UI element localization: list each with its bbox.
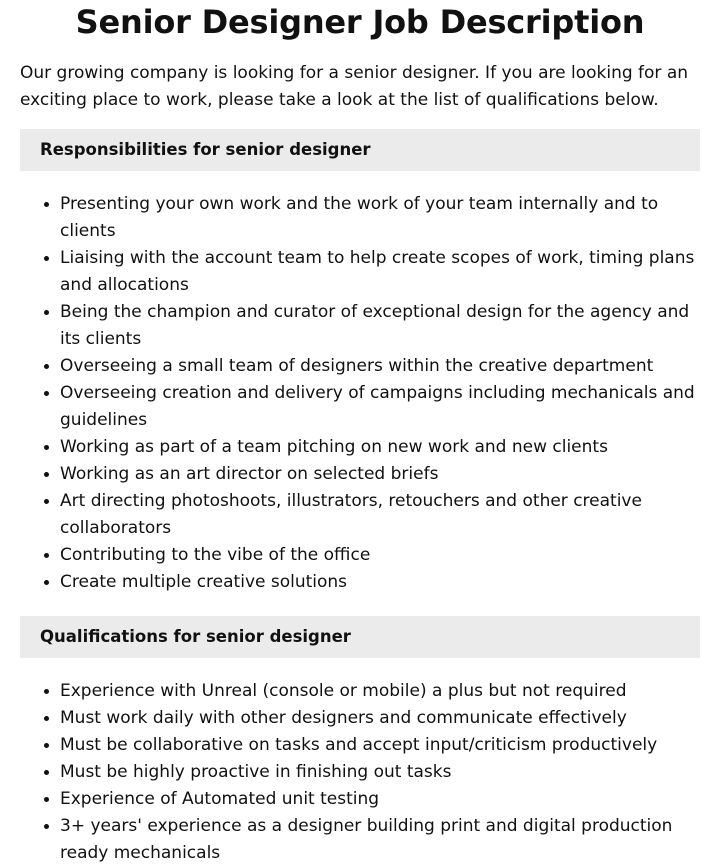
list-item: • Must be highly proactive in finishing out tasks xyxy=(60,759,700,786)
list-item: • Must be collaborative on tasks and accept input/criticism productively xyxy=(60,732,700,759)
list-item: • Must work daily with other designers and communicate effectively xyxy=(60,705,700,732)
list-item: • Working as part of a team pitching on new work and new clients xyxy=(60,434,700,461)
list-item: • Experience of Automated unit testing xyxy=(60,786,700,813)
list-item: • Presenting your own work and the work of your team internally and to clients xyxy=(60,191,700,245)
list-item: • Contributing to the vibe of the office xyxy=(60,542,700,569)
intro-paragraph: Our growing company is looking for a senior designer. If you are looking for an exciting place to work, please take a look at the list of qualifications below. xyxy=(20,63,689,110)
list-item: • Experience with Unreal (console or mobile) a plus but not required xyxy=(60,678,700,705)
list-item: • 3+ years' experience as a designer building print and digital production ready mechanicals xyxy=(60,813,700,867)
list-item: • Overseeing a small team of designers within the creative department xyxy=(60,353,700,380)
responsibilities-heading: Responsibilities for senior designer xyxy=(20,129,700,171)
list-item: • Working as an art director on selected briefs xyxy=(60,461,700,488)
list-item: • Overseeing creation and delivery of campaigns including mechanicals and guidelines xyxy=(60,380,700,434)
list-item: • Create multiple creative solutions xyxy=(60,569,700,596)
list-item: • Art directing photoshoots, illustrators, retouchers and other creative collaborators xyxy=(60,488,700,542)
page-title: Senior Designer Job Description xyxy=(75,3,645,41)
qualifications-list xyxy=(20,678,700,867)
list-item: • Liaising with the account team to help create scopes of work, timing plans and allocations xyxy=(60,245,700,299)
responsibilities-list xyxy=(20,191,700,596)
qualifications-heading: Qualifications for senior designer xyxy=(20,616,700,658)
list-item: • Being the champion and curator of exceptional design for the agency and its clients xyxy=(60,299,700,353)
